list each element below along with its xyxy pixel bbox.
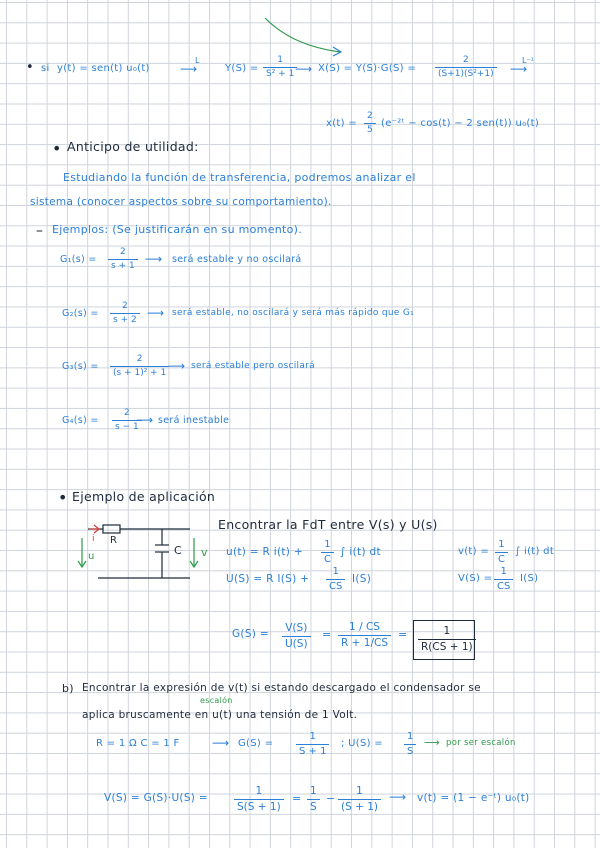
anticipo-line-1: Estudiando la función de transferencia, podremos analizar el (63, 171, 416, 184)
g3-fraction: 2 (s + 1)² + 1 (110, 355, 169, 378)
section-heading-anticipo: Anticipo de utilidad: (67, 139, 199, 154)
escalon-annotation: escalón (200, 696, 233, 705)
g3-lhs: G₃(s) = (62, 361, 99, 372)
gs-fraction-compound: 1 / CS R + 1/CS (338, 622, 391, 648)
g4-fraction: 2 s − 1 (112, 409, 142, 432)
eq2-lhs: v(t) = (458, 546, 489, 557)
g1-fraction: 2 s + 1 (108, 248, 138, 271)
anticipo-line-2: sistema (conocer aspectos sobre su comportamiento). (30, 196, 332, 208)
X-s-expression: X(S) = Y(S)·G(S) = (318, 63, 417, 74)
minus-sign: − (326, 792, 336, 805)
arrow-icon: ⟶ (168, 359, 186, 373)
arrow-icon: ⟶ (147, 306, 165, 320)
current-label-i: i (92, 534, 95, 544)
ejemplos-heading: Ejemplos: (Se justificarán en su momento). (52, 223, 303, 236)
dash-bullet: – (36, 223, 43, 239)
bullet: • (26, 60, 34, 75)
arrow-icon: ⟶ (510, 62, 528, 76)
eq2-fraction: 1 C (495, 540, 508, 565)
arrow-icon: ⟶ (424, 736, 440, 749)
gs-result-fraction: 1 R(CS + 1) (418, 626, 476, 652)
input-voltage-label: u (88, 551, 95, 562)
gs-fraction-v-over-u: V(S) U(S) (282, 623, 311, 649)
vt-result: v(t) = (1 − e⁻ᵗ) u₀(t) (417, 792, 530, 804)
eq3-fraction: 1 CS (326, 567, 345, 592)
arrow-icon: ⟶ (145, 252, 163, 266)
part-b-line-1: Encontrar la expresión de v(t) si estando descargado el condensador se (82, 682, 481, 694)
g1-note: será estable y no oscilará (172, 254, 302, 265)
fraction-2-over-product: 2 (S+1)(S²+1) (435, 56, 497, 79)
component-values: R = 1 Ω C = 1 F (96, 738, 180, 749)
arrow-icon: ⟶ (136, 413, 154, 427)
Y-s-expression: Y(S) = (225, 63, 259, 74)
g2-lhs: G₂(s) = (62, 308, 99, 319)
x-t-rest: (e⁻²ᵗ − cos(t) − 2 sen(t)) u₀(t) (381, 118, 540, 129)
bullet: • (52, 139, 62, 158)
eq1-rest: ∫ i(t) dt (340, 546, 381, 558)
equals-sign: = (292, 792, 302, 805)
gs-b: G(S) = (238, 738, 274, 749)
equals-sign: = (398, 628, 408, 641)
arrow-icon: ⟶ (180, 62, 198, 76)
g4-lhs: G₄(s) = (62, 415, 99, 426)
vs-fraction-3: 1 (S + 1) (338, 786, 381, 812)
us-b: ; U(S) = (341, 738, 383, 749)
capacitor-label: C (174, 544, 182, 557)
fraction-2-over-5: 2 5 (364, 112, 376, 135)
vs-fraction-1: 1 S(S + 1) (234, 786, 284, 812)
laplace-label: L (195, 56, 200, 65)
g2-fraction: 2 s + 2 (110, 302, 140, 325)
x-t-expression: x(t) = (326, 118, 357, 129)
equals-sign: = (322, 628, 332, 641)
y-t-expression: y(t) = sen(t) u₀(t) (57, 63, 150, 74)
resistor-label: R (110, 535, 118, 546)
eq4-fraction: 1 CS (494, 567, 513, 592)
inverse-laplace-label: L⁻¹ (522, 56, 534, 65)
task-text: Encontrar la FdT entre V(s) y U(s) (218, 517, 438, 532)
eq1-fraction: 1 C (321, 540, 334, 565)
si-word: si (41, 63, 50, 74)
eq3-rest: I(S) (352, 573, 372, 585)
section-heading-aplicacion: Ejemplo de aplicación (72, 489, 216, 504)
eq1-lhs: u(t) = R i(t) + (226, 546, 303, 558)
output-voltage-label: v (201, 546, 208, 559)
g3-note: será estable pero oscilará (191, 361, 315, 371)
eq4-rest: I(S) (520, 573, 539, 584)
arrow-icon: ⟶ (212, 736, 230, 750)
vs-expression: V(S) = G(S)·U(S) = (104, 792, 208, 804)
g1-lhs: G₁(s) = (60, 254, 97, 265)
us-b-fraction: 1 S (404, 732, 416, 757)
gs-lhs: G(S) = (232, 628, 269, 640)
arrow-icon: ⟶ (295, 62, 313, 76)
bullet: • (58, 488, 68, 507)
arrow-icon: ⟶ (389, 790, 407, 804)
gs-b-fraction: 1 S + 1 (296, 732, 329, 757)
g4-note: será inestable (158, 415, 230, 426)
eq4-lhs: V(S) = (458, 573, 493, 584)
part-b-label: b) (62, 682, 74, 695)
eq2-rest: ∫ i(t) dt (515, 546, 555, 557)
part-b-line-2: aplica bruscamente en u(t) una tensión de 1 Volt. (82, 709, 358, 721)
escalon-reason: por ser escalón (446, 738, 516, 748)
vs-fraction-2: 1 S (307, 786, 320, 812)
fraction-1-over-s2-plus-1: 1 S² + 1 (263, 56, 297, 79)
eq3-lhs: U(S) = R I(S) + (226, 573, 310, 585)
g2-note: será estable, no oscilará y será más rápido que G₁ (172, 308, 415, 318)
